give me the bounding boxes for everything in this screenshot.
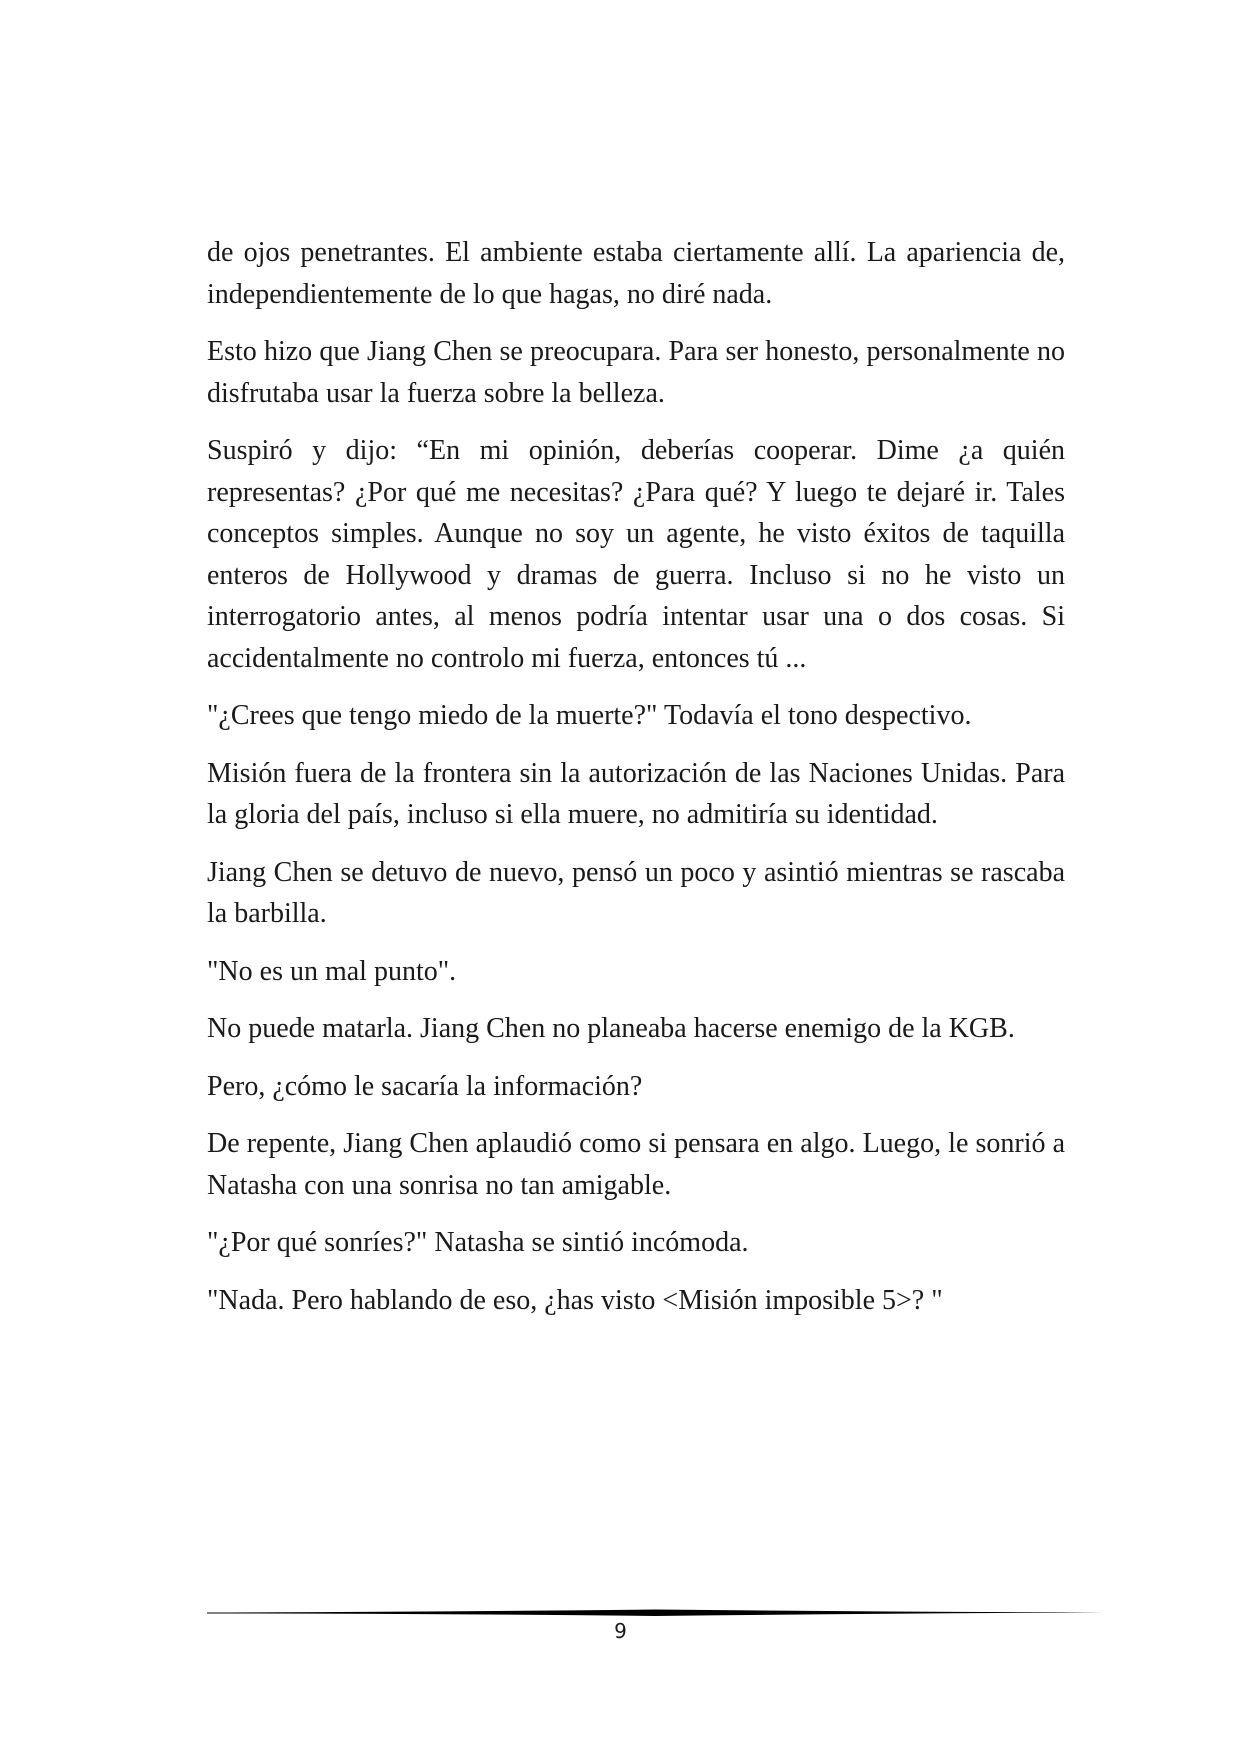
paragraph: Suspiró y dijo: “En mi opinión, deberías cooperar. Dime ¿a quién representas? ¿Por qué me necesitas? ¿Para qué? Y luego te dejaré ir. Tales conceptos simples. Aunque no soy un agente, he visto éxitos de taquilla enteros de Hollywood y dramas de guerra. Incluso si no he visto un interrogatorio antes, al menos podría intentar usar una o dos cosas. Si accidentalmente no controlo mi fuerza, entonces tú ... — [207, 435, 1065, 674]
paragraph: "¿Crees que tengo miedo de la muerte?" Todavía el tono despectivo. — [207, 700, 972, 731]
paragraph: Misión fuera de la frontera sin la autorización de las Naciones Unidas. Para la gloria del país, incluso si ella muere, no admitiría su identidad. — [207, 757, 1065, 830]
paragraph: Jiang Chen se detuvo de nuevo, pensó un poco y asintió mientras se rascaba la barbilla. — [207, 856, 1065, 929]
paragraph: de ojos penetrantes. El ambiente estaba ciertamente allí. La apariencia de, independientemente de lo que hagas, no diré nada. — [207, 237, 1065, 310]
paragraph: Pero, ¿cómo le sacaría la información? — [207, 1070, 643, 1102]
page-number: 9 — [614, 1619, 627, 1643]
paragraph: "Nada. Pero hablando de eso, ¿has visto <Misión imposible 5>? " — [207, 1284, 943, 1316]
paragraph: "No es un mal punto". — [207, 955, 457, 987]
body-text — [207, 232, 1065, 1337]
footer-rule — [207, 1607, 1104, 1619]
paragraph: De repente, Jiang Chen aplaudió como si pensara en algo. Luego, le sonrió a Natasha con una sonrisa no tan amigable. — [207, 1128, 1065, 1201]
paragraph: No puede matarla. Jiang Chen no planeaba hacerse enemigo de la KGB. — [207, 1013, 1015, 1044]
paragraph: Esto hizo que Jiang Chen se preocupara. Para ser honesto, personalmente no disfrutaba usar la fuerza sobre la belleza. — [207, 336, 1065, 409]
paragraph: "¿Por qué sonríes?" Natasha se sintió incómoda. — [207, 1227, 749, 1258]
